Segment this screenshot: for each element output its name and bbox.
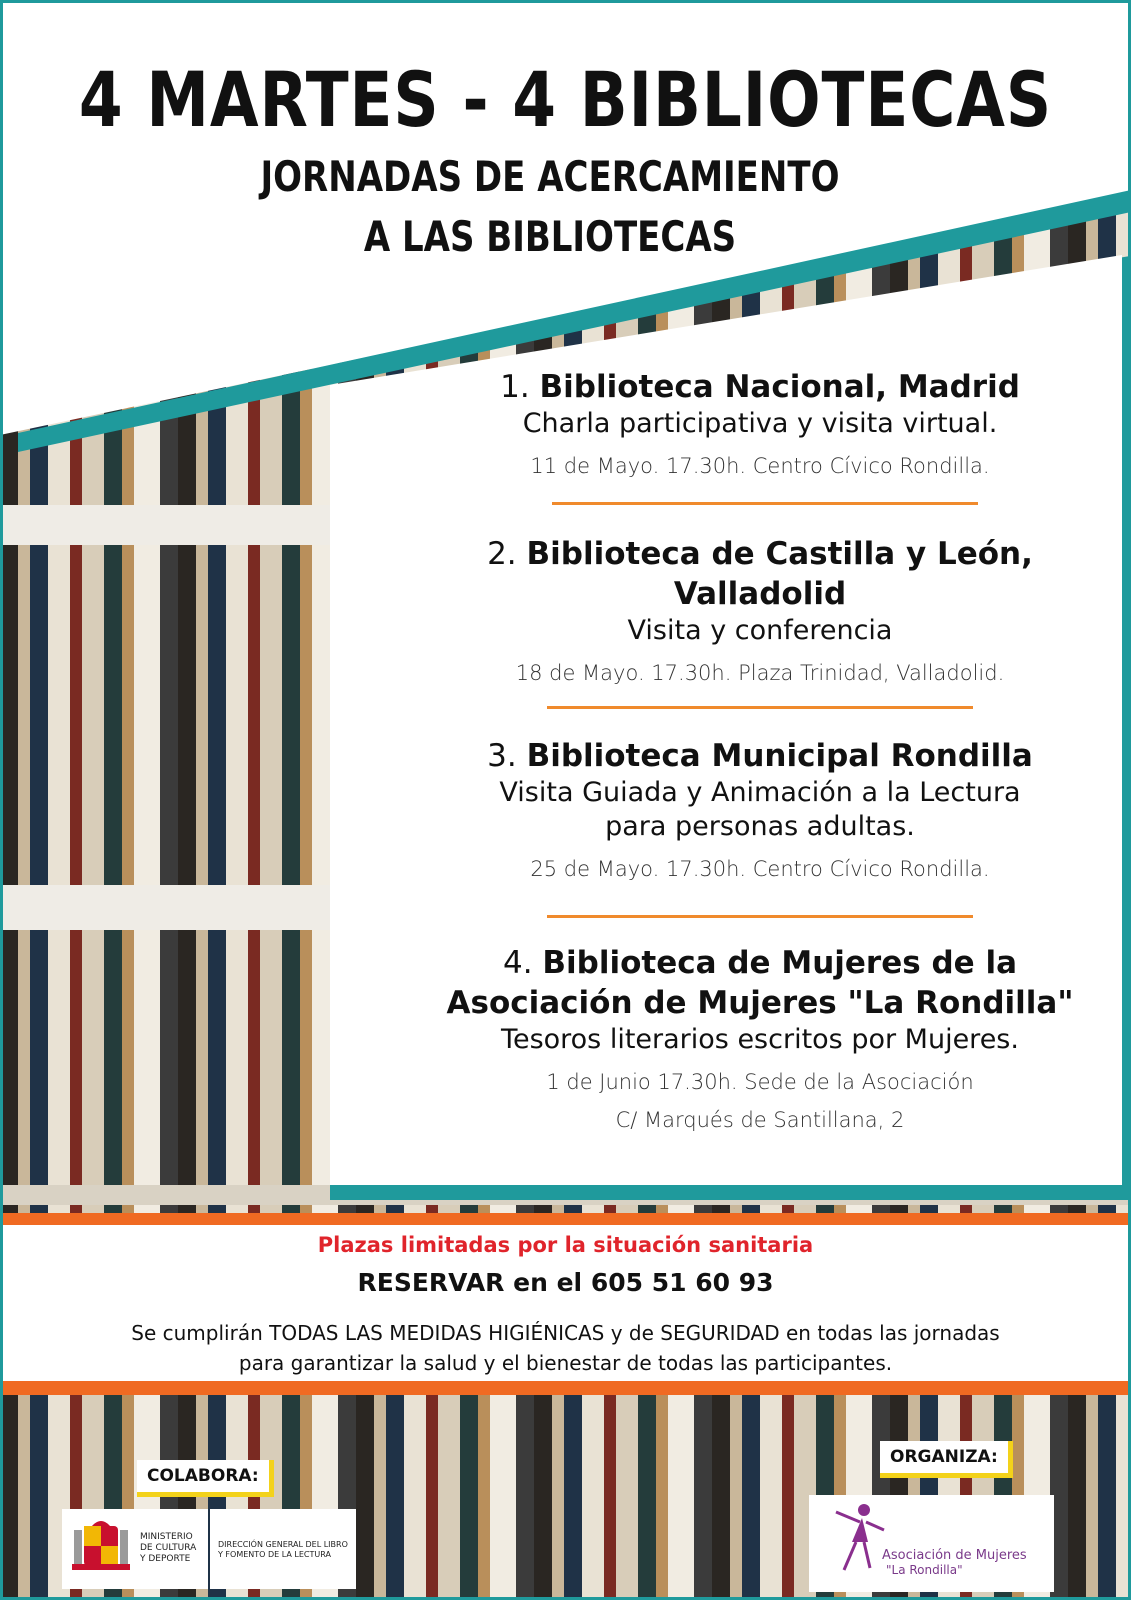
safety-note-line-2: para garantizar la salud y el bienestar de todas las participantes. (238, 1351, 893, 1375)
event-3-description-line-1: Visita Guiada y Animación a la Lectura (499, 777, 1021, 808)
event-2-name-line-2-row (400, 574, 1120, 614)
event-2-date: 18 de Mayo. 17.30h. Plaza Trinidad, Valladolid. (515, 661, 1005, 685)
association-name-line-1: Asociación de Mujeres (882, 1548, 1027, 1563)
event-4-name-line-2: Asociación de Mujeres "La Rondilla" (446, 985, 1074, 1021)
divider (547, 915, 973, 918)
event-4-name-line-1: Biblioteca de Mujeres de la (542, 945, 1018, 981)
event-2-description: Visita y conferencia (627, 615, 893, 646)
event-1 (400, 367, 1120, 485)
event-1-title (400, 367, 1120, 407)
event-1-number: 1. (500, 369, 530, 405)
event-2 (400, 534, 1120, 692)
event-4-date-line-1: 1 de Junio 17.30h. Sede de la Asociación (546, 1070, 974, 1094)
ministry-line-3: Y DEPORTE (140, 1554, 191, 1564)
ministry-line-1: MINISTERIO (140, 1532, 193, 1542)
safety-note (40, 1318, 1091, 1378)
event-4-number: 4. (502, 945, 533, 981)
subtitle-line-1: JORNADAS DE ACERCAMIENTO (260, 152, 840, 201)
event-1-description: Charla participativa y visita virtual. (522, 408, 998, 439)
ministry-name (140, 1532, 196, 1565)
warning-text: Plazas limitadas por la situación sanitaria (317, 1233, 814, 1257)
reservation-phone: RESERVAR en el 605 51 60 93 (357, 1268, 774, 1297)
event-4-date-line-2: C/ Marqués de Santillana, 2 (615, 1108, 905, 1132)
event-2-title (400, 534, 1120, 574)
safety-note-line-1: Se cumplirán TODAS LAS MEDIDAS HIGIÉNICAS y de SEGURIDAD en todas las jornadas (131, 1321, 1000, 1345)
event-4-title (400, 943, 1120, 983)
colabora-label: COLABORA: (137, 1460, 274, 1497)
event-2-name-line-1: Biblioteca de Castilla y León, (526, 536, 1033, 572)
event-4-name-line-2-row (400, 983, 1120, 1023)
event-2-number: 2. (487, 536, 517, 572)
event-3-description-line-2: para personas adultas. (605, 811, 915, 842)
event-4-description: Tesoros literarios escritos por Mujeres. (501, 1024, 1019, 1055)
spain-coat-of-arms-icon (70, 1516, 132, 1582)
event-1-date: 11 de Mayo. 17.30h. Centro Cívico Rondilla. (530, 454, 990, 478)
ministry-line-2: DE CULTURA (140, 1543, 197, 1553)
divider (552, 502, 978, 505)
event-3-date: 25 de Mayo. 17.30h. Centro Cívico Rondilla. (530, 857, 990, 881)
association-name (882, 1548, 1027, 1577)
organiza-label: ORGANIZA: (880, 1441, 1013, 1478)
association-name-line-2: "La Rondilla" (886, 1563, 963, 1577)
page-title: 4 MARTES - 4 BIBLIOTECAS (78, 55, 1053, 144)
event-3 (400, 736, 1120, 888)
event-1-name: Biblioteca Nacional, Madrid (539, 369, 1020, 405)
event-3-name: Biblioteca Municipal Rondilla (526, 738, 1033, 774)
divider (547, 706, 973, 709)
event-3-title (400, 736, 1120, 776)
dgl-name (218, 1540, 348, 1560)
event-4 (400, 943, 1120, 1139)
subtitle-line-2: A LAS BIBLIOTECAS (363, 212, 737, 261)
dgl-line-2: Y FOMENTO DE LA LECTURA (218, 1550, 331, 1559)
dgl-line-1: DIRECCIÓN GENERAL DEL LIBRO (218, 1540, 348, 1549)
event-2-name-line-2: Valladolid (673, 576, 847, 612)
event-3-number: 3. (487, 738, 517, 774)
